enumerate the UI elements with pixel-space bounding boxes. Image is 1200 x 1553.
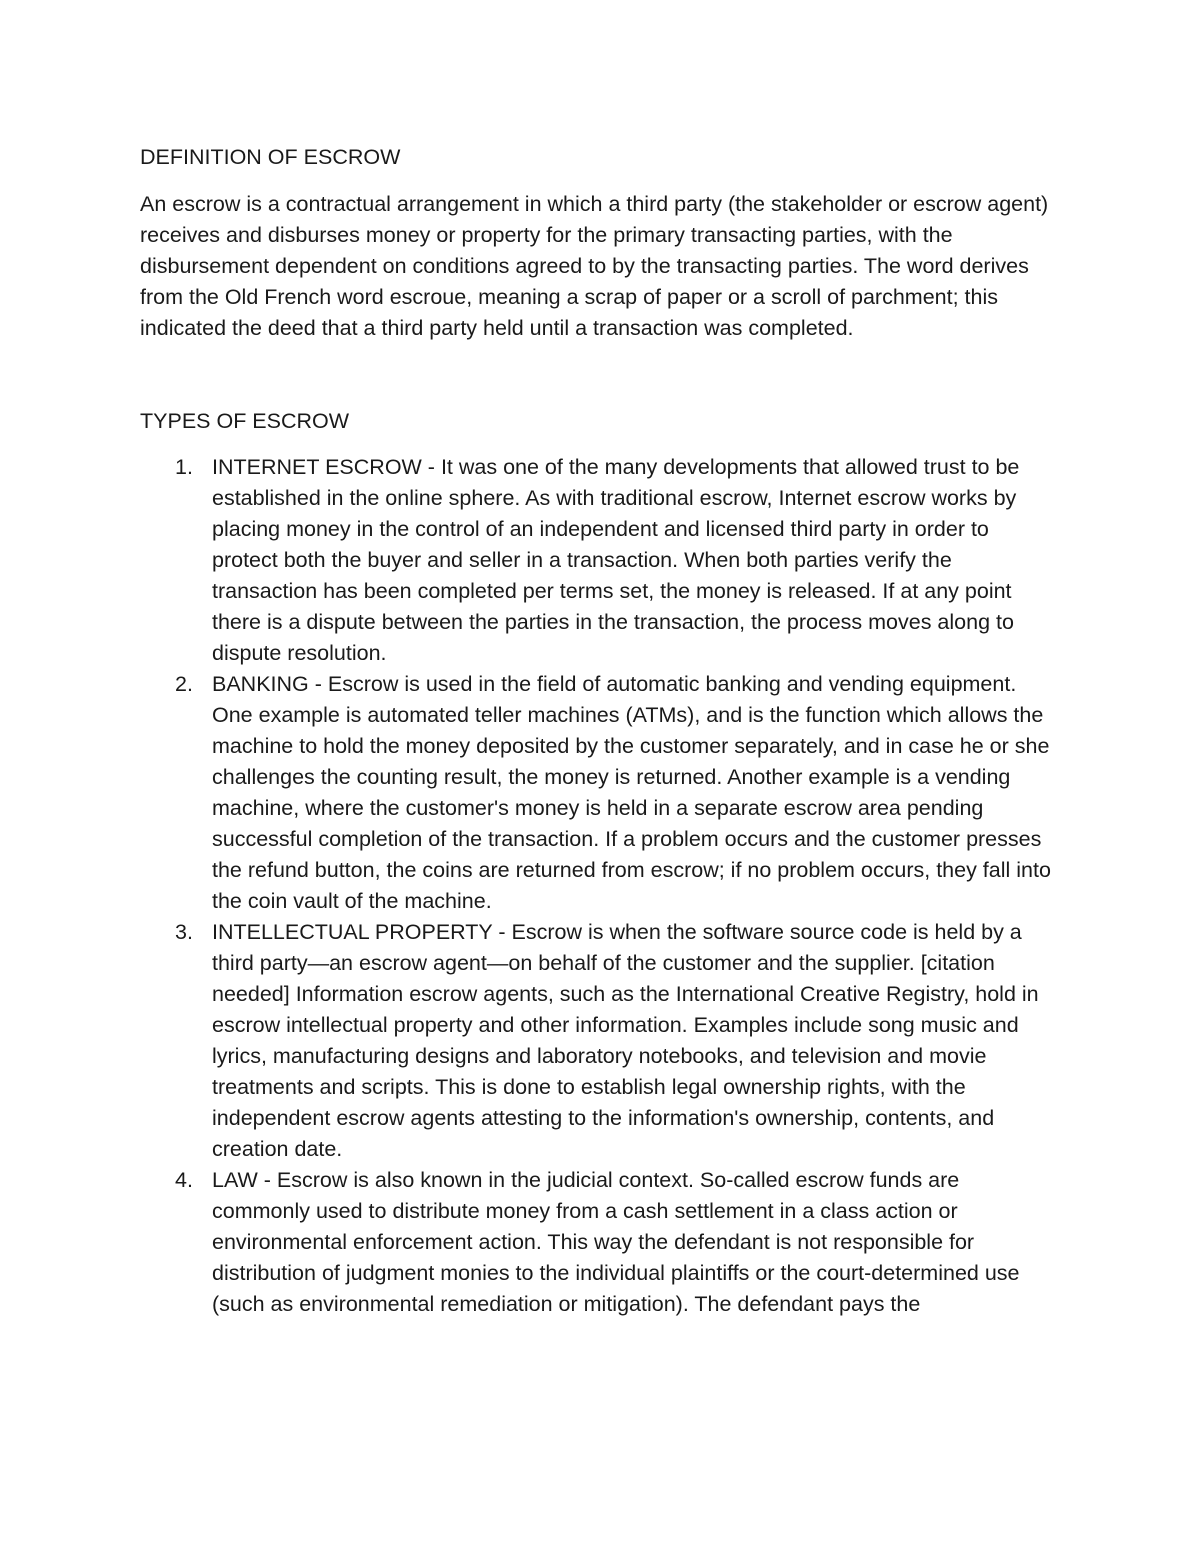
list-item-number: 4. <box>175 1168 193 1192</box>
list-item <box>140 1165 1060 1320</box>
list-item <box>140 917 1060 1165</box>
list-item-number: 3. <box>175 920 193 944</box>
list-item-text: INTELLECTUAL PROPERTY - Escrow is when the software source code is held by a third party—an escrow agent—on behalf of the customer and the supplier. [citation needed] Information escrow agents, such as the International Creative Registry, hold in escrow intellectual property and other information. Examples include song music and lyrics, manufacturing designs and laboratory notebooks, and television and movie treatments and scripts. This is done to establish legal ownership rights, with the independent escrow agents attesting to the information's ownership, contents, and creation date. <box>212 920 1039 1161</box>
list-item-number: 2. <box>175 672 193 696</box>
definition-heading: DEFINITION OF ESCROW <box>140 145 401 169</box>
definition-paragraph: An escrow is a contractual arrangement in which a third party (the stakeholder or escrow agent) receives and disburses money or property for the primary transacting parties, with the disbursement dependent on conditions agreed to by the transacting parties. The word derives from the Old French word escroue, meaning a scrap of paper or a scroll of parchment; this indicated the deed that a third party held until a transaction was completed. <box>140 192 1049 340</box>
list-item-number: 1. <box>175 455 193 479</box>
types-heading: TYPES OF ESCROW <box>140 409 350 433</box>
types-list <box>140 452 1060 1320</box>
list-item-text: LAW - Escrow is also known in the judicial context. So-called escrow funds are commonly used to distribute money from a cash settlement in a class action or environmental enforcement action. This way the defendant is not responsible for distribution of judgment monies to the individual plaintiffs or the court-determined use (such as environmental remediation or mitigation). The defendant pays the <box>212 1168 1020 1316</box>
list-item <box>140 452 1060 669</box>
list-item <box>140 669 1060 917</box>
list-item-text: INTERNET ESCROW - It was one of the many developments that allowed trust to be established in the online sphere. As with traditional escrow, Internet escrow works by placing money in the control of an independent and licensed third party in order to protect both the buyer and seller in a transaction. When both parties verify the transaction has been completed per terms set, the money is released. If at any point there is a dispute between the parties in the transaction, the process moves along to dispute resolution. <box>212 455 1020 665</box>
list-item-text: BANKING - Escrow is used in the field of automatic banking and vending equipment. One example is automated teller machines (ATMs), and is the function which allows the machine to hold the money deposited by the customer separately, and in case he or she challenges the counting result, the money is returned. Another example is a vending machine, where the customer's money is held in a separate escrow area pending successful completion of the transaction. If a problem occurs and the customer presses the refund button, the coins are returned from escrow; if no problem occurs, they fall into the coin vault of the machine. <box>212 672 1051 913</box>
document-body <box>140 142 1060 1320</box>
